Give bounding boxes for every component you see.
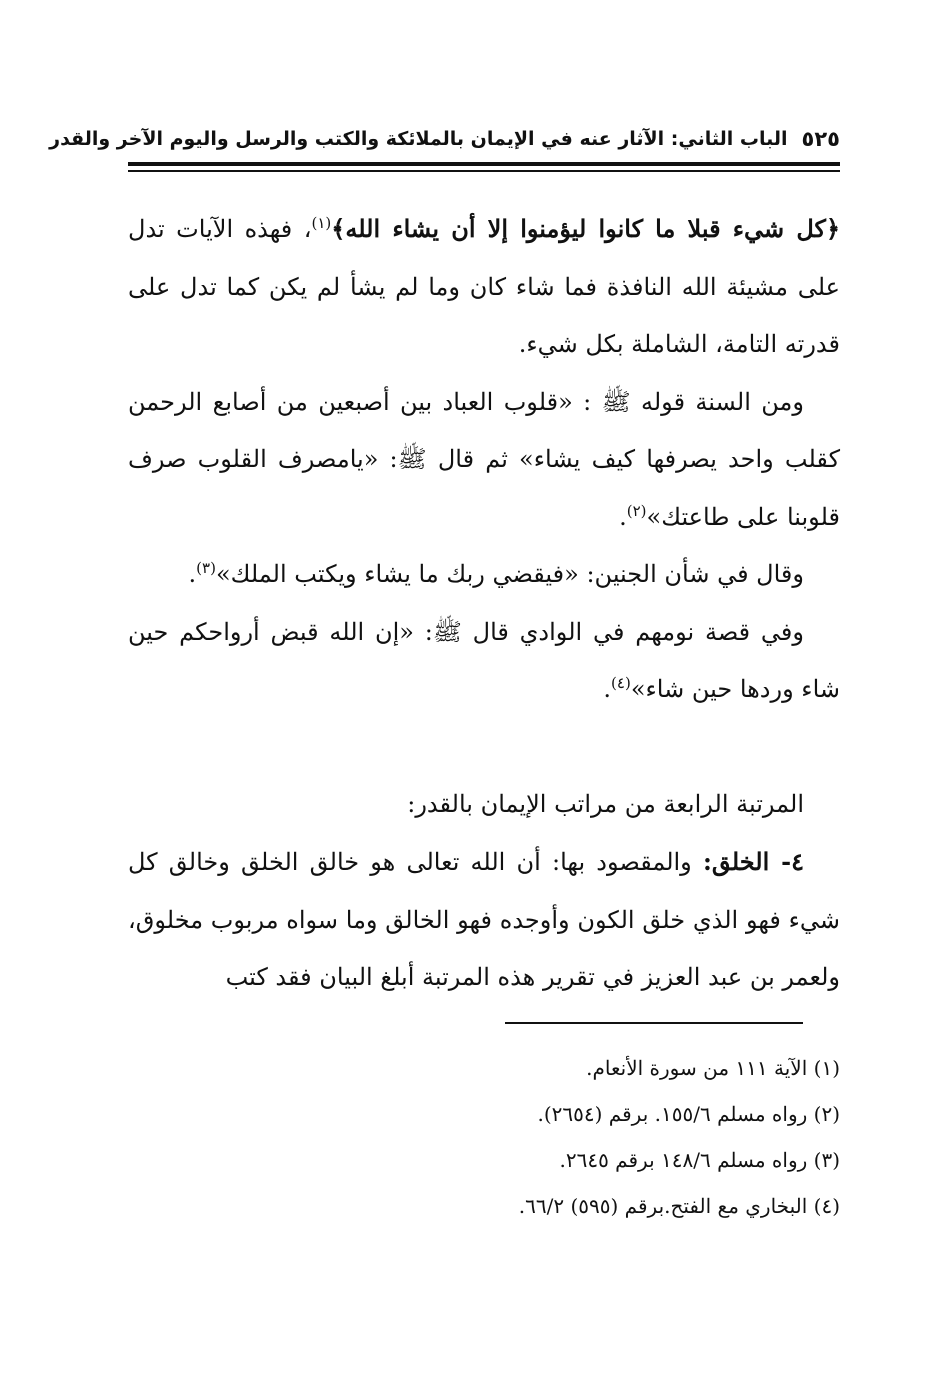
paragraph-gap [128, 719, 840, 776]
footnote-marker: (٤) [611, 674, 631, 692]
footnote-item: (٤) البخاري مع الفتح.برقم (٥٩٥) ٦٦/٢. [518, 1194, 840, 1218]
footnote-separator [505, 1022, 803, 1024]
paragraph-quran-verse: ﴿كل شيء قبلا ما كانوا ليؤمنوا إلا أن يشاء الله﴾$^{(١)}$، فهذه الآيات تدل على مشيئة الله النافذة فما شاء كان وما لم يشأ لم يكن كما تدل على قدرته التامة، الشاملة بكل شيء. [128, 214, 841, 358]
quran-verse: ﴿كل شيء قبلا ما كانوا ليؤمنوا إلا أن يشاء الله﴾ [331, 214, 841, 243]
paragraph-fetus: وقال في شأن الجنين: «فيقضي ربك ما يشاء ويكتب الملك»$^{(٣)}$. [188, 559, 804, 588]
header-rule-thin [128, 170, 840, 172]
body-text [128, 200, 840, 1007]
term-heading: ٤- الخلق: [702, 847, 804, 876]
footnote-item: (١) الآية ١١١ من سورة الأنعام. [586, 1056, 840, 1080]
paragraph-creation: ٤- الخلق: والمقصود بها: أن الله تعالى هو خالق الخلق وخالق كل شيء فهو الذي خلق الكون وأوجده فهو الخالق وما سواه مربوب مخلوق، ولعمر بن عبد العزيز في تقرير هذه المرتبة أبلغ البيان فقد كتب [128, 847, 840, 991]
footnote-marker: (١) [311, 214, 332, 232]
page-number: ٥٢٥ [801, 127, 840, 151]
footnote-item: (٢) رواه مسلم ١٥٥/٦. برقم (٢٦٥٤). [537, 1102, 840, 1126]
section-heading: المرتبة الرابعة من مراتب الإيمان بالقدر: [407, 789, 804, 818]
quran-bracket-open: ﴿ [825, 214, 841, 243]
chapter-title: الباب الثاني: الآثار عنه في الإيمان بالملائكة والكتب والرسل واليوم الآخر والقدر [49, 128, 788, 150]
footnote-marker: (٣) [196, 559, 216, 577]
running-header [49, 118, 840, 160]
footnotes [128, 1045, 840, 1229]
paragraph-sunnah: ومن السنة قوله ﷺ : «قلوب العباد بين أصبعين من أصابع الرحمن كقلب واحد يصرفها كيف يشاء» ثم قال ﷺ: «يامصرف القلوب صرف قلوبنا على طاعتك»$^{(٢)}$. [128, 387, 840, 531]
header-rule-thick [128, 162, 840, 166]
footnote-marker: (٢) [626, 501, 647, 520]
footnote-item: (٣) رواه مسلم ١٤٨/٦ برقم ٢٦٤٥. [559, 1148, 840, 1172]
paragraph-valley: وفي قصة نومهم في الوادي قال ﷺ: «إن الله قبض أرواحكم حين شاء وردها حين شاء»$^{(٤)}$. [128, 617, 840, 703]
